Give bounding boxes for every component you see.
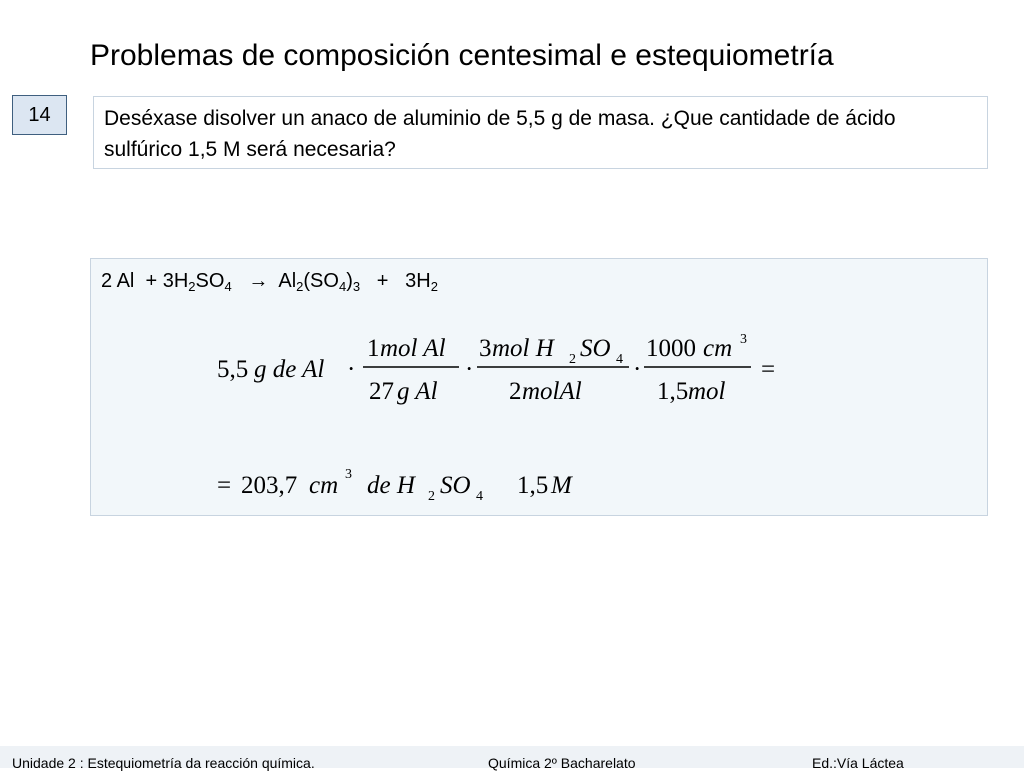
- stoichiometry-calculation: [91, 259, 989, 517]
- svg-text:2: 2: [428, 489, 435, 504]
- start-unit: g de Al: [254, 356, 325, 383]
- svg-text:M: M: [551, 472, 572, 499]
- svg-text:cm: cm: [703, 335, 733, 362]
- svg-text:cm: cm: [309, 472, 339, 499]
- product-aluminium-sulfate: Al: [278, 270, 297, 292]
- reaction-arrow-icon: →: [248, 270, 269, 292]
- solution-box: [90, 258, 988, 516]
- result-value: 203,7: [241, 472, 298, 499]
- svg-text:1: 1: [367, 335, 380, 362]
- svg-text:SO: SO: [580, 335, 611, 362]
- svg-text:SO: SO: [440, 472, 471, 499]
- svg-text:mol H: mol H: [492, 335, 554, 362]
- dot-3: ·: [633, 356, 642, 383]
- calculation-line-1: [217, 332, 775, 405]
- svg-text:3: 3: [740, 332, 747, 347]
- svg-text:1,5: 1,5: [657, 378, 689, 405]
- dot-1: ·: [347, 356, 356, 383]
- product-hydrogen: 3H: [405, 270, 431, 292]
- equals-2: =: [217, 472, 232, 499]
- result-concentration: 1,5: [517, 472, 549, 499]
- svg-text:1000: 1000: [646, 335, 696, 362]
- svg-text:de H: de H: [367, 472, 415, 499]
- dot-2: ·: [465, 356, 474, 383]
- svg-text:molAl: molAl: [522, 378, 582, 405]
- svg-text:27: 27: [369, 378, 394, 405]
- calculation-line-2: [217, 467, 573, 504]
- problem-statement: [93, 96, 988, 169]
- footer-publisher: Ed.:Vía Láctea: [812, 755, 904, 771]
- chemical-equation: 2 $Al + 3H_2SO_4$ → $Al_2(SO_4)_3$ + $3H_2$: [101, 270, 438, 294]
- svg-text:2: 2: [569, 352, 576, 367]
- equals-1: =: [761, 356, 776, 383]
- plus-sign-2: +: [376, 270, 389, 292]
- svg-text:2: 2: [509, 378, 522, 405]
- problem-number-badge: 14: [12, 95, 67, 135]
- svg-text:3: 3: [479, 335, 492, 362]
- footer-bar: [0, 746, 1024, 771]
- svg-text:mol: mol: [688, 378, 726, 405]
- svg-text:g Al: g Al: [397, 378, 438, 405]
- footer-unit: Unidade 2 : Estequiometría da reacción química.: [12, 755, 315, 771]
- svg-text:mol Al: mol Al: [380, 335, 446, 362]
- svg-text:3: 3: [345, 467, 352, 482]
- footer-course: Química 2º Bacharelato: [488, 755, 636, 771]
- plus-sign: + 3H: [145, 270, 189, 292]
- reactant-aluminium: 2 Al: [101, 270, 135, 292]
- page-title: Problemas de composición centesimal e estequiometría: [90, 39, 834, 72]
- svg-text:4: 4: [616, 352, 623, 367]
- start-mass: 5,5: [217, 356, 249, 383]
- svg-text:4: 4: [476, 489, 483, 504]
- problem-text: Deséxase disolver un anaco de aluminio de 5,5 g de masa. ¿Que cantidade de ácido sulfúrico 1,5 M será necesaria?: [104, 107, 896, 161]
